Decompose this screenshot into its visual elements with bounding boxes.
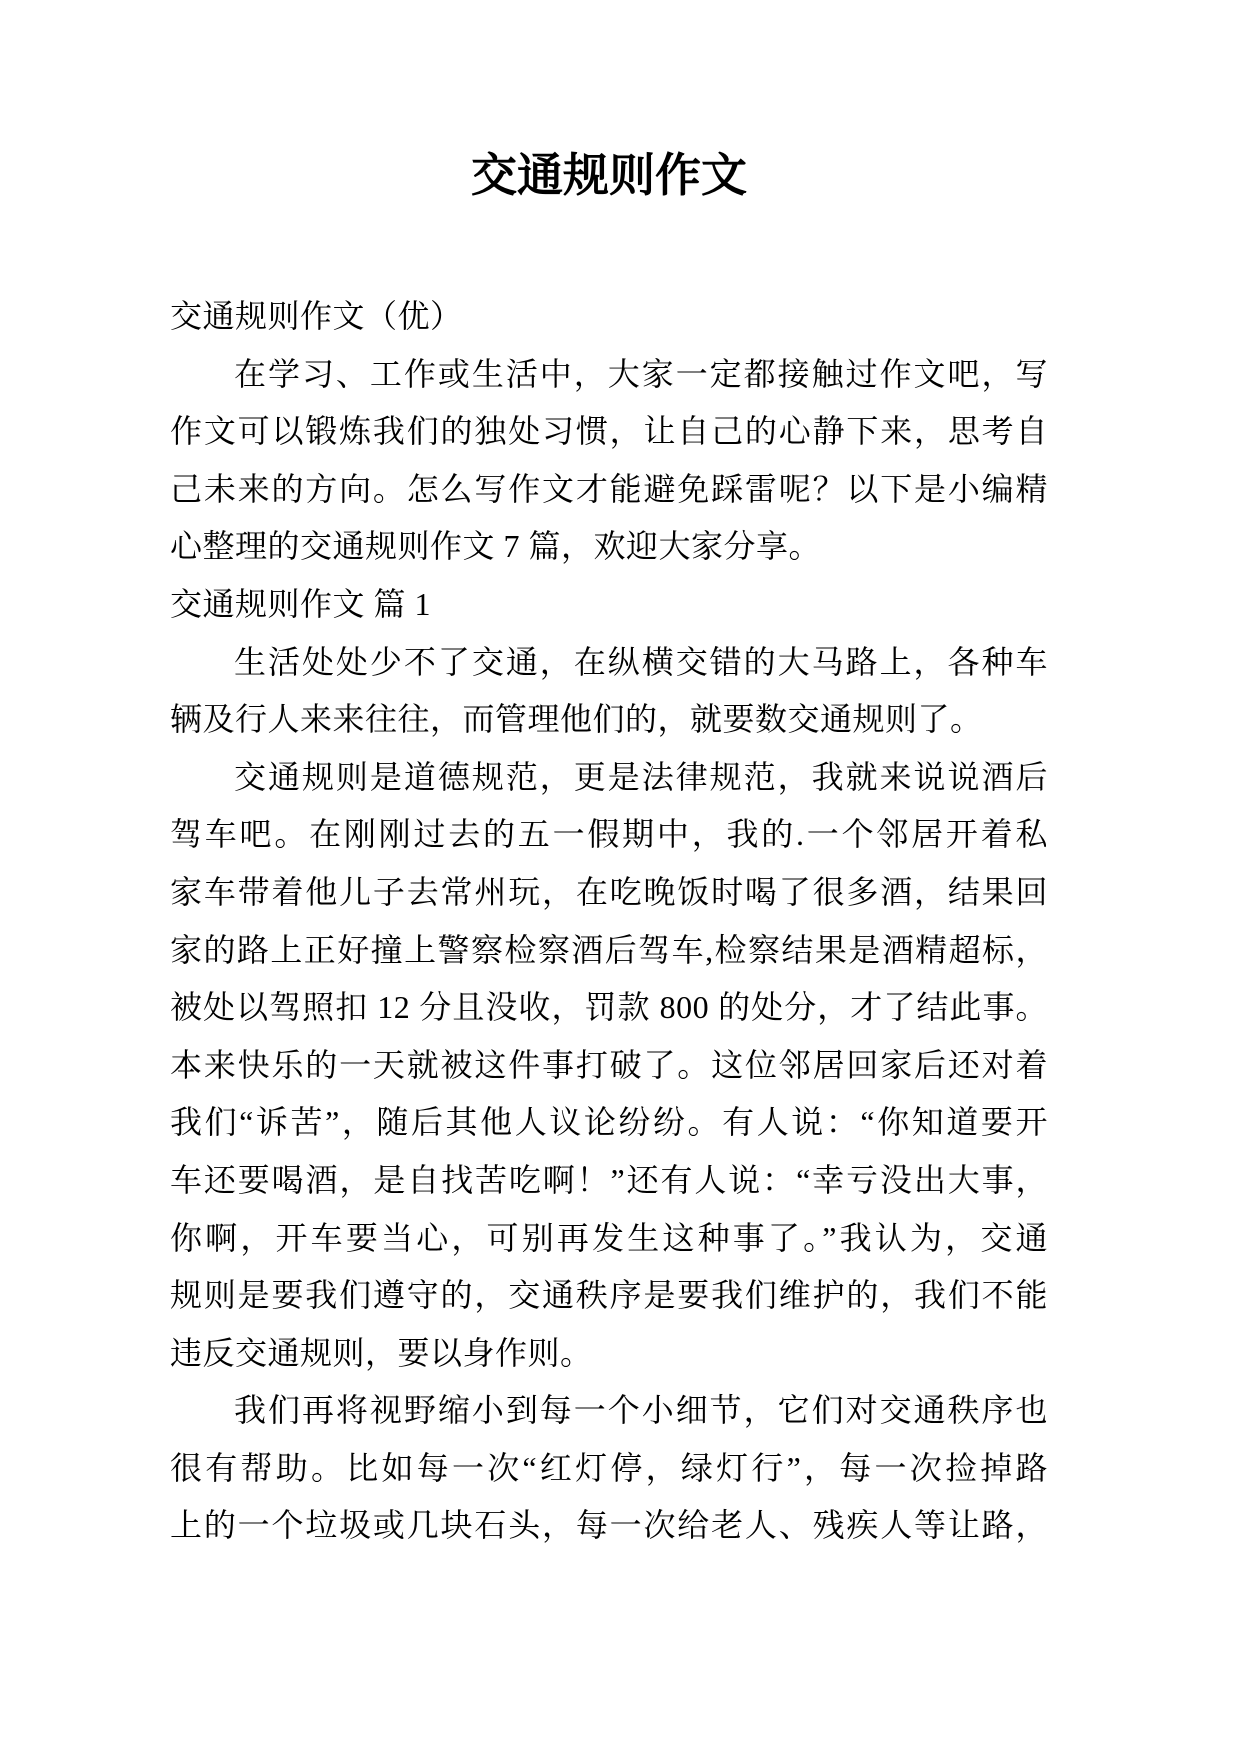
- text-line: 你啊，开车要当心，可别再发生这种事了。”我认为，交通: [170, 1219, 1048, 1256]
- document-body: [170, 288, 1048, 1555]
- text-line: 违反交通规则，要以身作则。: [170, 1334, 593, 1371]
- text-line: 车还要喝酒，是自找苦吃啊！”还有人说：“幸亏没出大事，: [170, 1161, 1048, 1198]
- text-line: 家车带着他儿子去常州玩，在吃晚饭时喝了很多酒，结果回: [170, 873, 1048, 910]
- text-line: 作文可以锻炼我们的独处习惯，让自己的心静下来，思考自: [170, 413, 1048, 450]
- text-line: 己未来的方向。怎么写作文才能避免踩雷呢？以下是小编精: [170, 470, 1048, 507]
- text-line: 生活处处少不了交通，在纵横交错的大马路上，各种车: [234, 643, 1048, 680]
- text-line: 本来快乐的一天就被这件事打破了。这位邻居回家后还对着: [170, 1046, 1048, 1083]
- text-line: 辆及行人来来往往，而管理他们的，就要数交通规则了。: [170, 701, 983, 738]
- text-line: 我们再将视野缩小到每一个小细节，它们对交通秩序也: [234, 1392, 1048, 1429]
- text-line: 家的路上正好撞上警察检察酒后驾车,检察结果是酒精超标，: [170, 931, 1048, 968]
- text-line: 上的一个垃圾或几块石头，每一次给老人、残疾人等让路，: [170, 1507, 1048, 1544]
- document-title: 交通规则作文: [471, 150, 747, 201]
- text-line: 驾车吧。在刚刚过去的五一假期中，我的.一个邻居开着私: [170, 816, 1048, 853]
- text-line: 规则是要我们遵守的，交通秩序是要我们维护的，我们不能: [170, 1277, 1048, 1314]
- section-heading: 交通规则作文（优）: [170, 298, 463, 334]
- text-line: 被处以驾照扣 12 分且没收，罚款 800 的处分，才了结此事。: [170, 989, 1048, 1026]
- text-line: 很有帮助。比如每一次“红灯停，绿灯行”，每一次捡掉路: [170, 1449, 1048, 1486]
- text-line: 心整理的交通规则作文 7 篇，欢迎大家分享。: [170, 528, 822, 565]
- section-heading: 交通规则作文 篇 1: [170, 585, 432, 622]
- text-line: 交通规则是道德规范，更是法律规范，我就来说说酒后: [234, 758, 1048, 795]
- text-line: 在学习、工作或生活中，大家一定都接触过作文吧，写: [234, 355, 1048, 392]
- text-line: 我们“诉苦”，随后其他人议论纷纷。有人说：“你知道要开: [170, 1104, 1048, 1141]
